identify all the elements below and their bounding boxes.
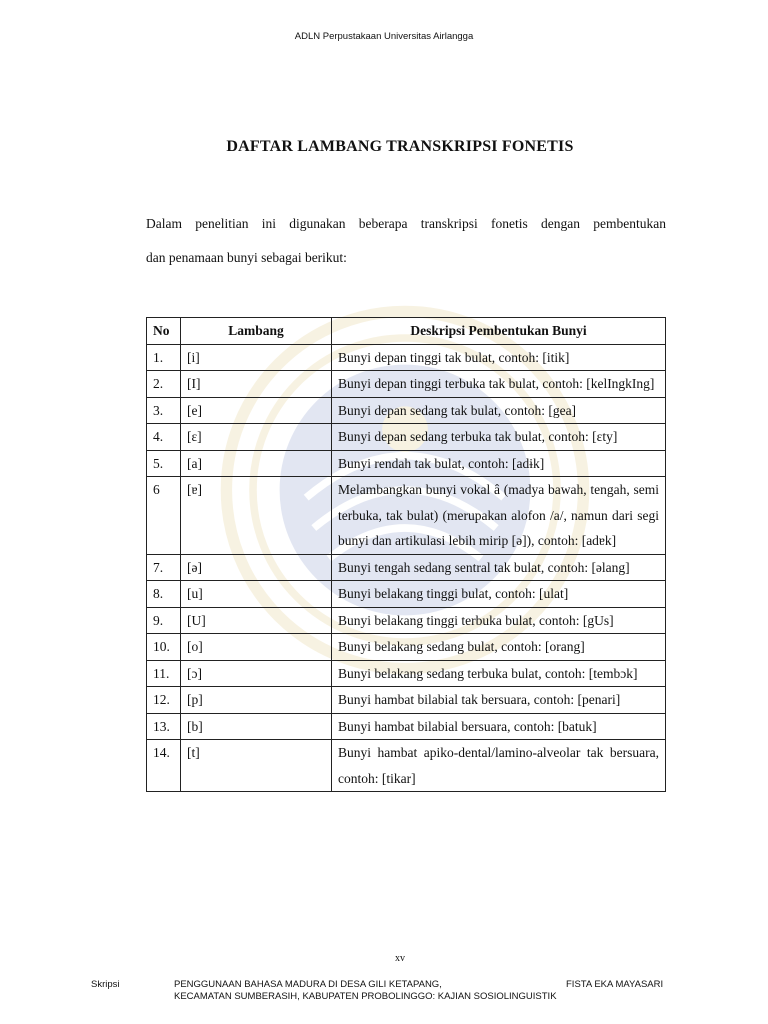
row-symbol: [i] [181,344,332,371]
footer-author: FISTA EKA MAYASARI [566,979,664,990]
row-number: 7. [147,554,181,581]
row-number: 6 [147,477,181,555]
footer-document-type: Skripsi [91,979,120,990]
page-title: DAFTAR LAMBANG TRANSKRIPSI FONETIS [226,138,574,155]
row-description: Bunyi depan tinggi tak bulat, contoh: [itik] [332,344,666,371]
row-number: 9. [147,607,181,634]
page-number: xv [395,953,405,964]
row-description: Bunyi hambat apiko-dental/lamino-alveolar tak bersuara, contoh: [tikar] [332,740,666,792]
row-number: 4. [147,424,181,451]
row-number: 14. [147,740,181,792]
row-description: Melambangkan bunyi vokal â (madya bawah, tengah, semi terbuka, tak bulat) (merupakan alofon /a/, namun dari segi bunyi dan artikulasi lebih mirip [ə]), contoh: [adɐk] [332,477,666,555]
row-symbol: [u] [181,581,332,608]
row-symbol: [ɐ] [181,477,332,555]
table-row [147,397,666,424]
row-symbol: [a] [181,450,332,477]
row-number: 13. [147,713,181,740]
row-description: Bunyi depan tinggi terbuka tak bulat, contoh: [kelIngkIng] [332,371,666,398]
row-number: 2. [147,371,181,398]
row-symbol: [ɔ] [181,660,332,687]
table-row [147,477,666,555]
row-description: Bunyi hambat bilabial bersuara, contoh: [batuk] [332,713,666,740]
row-description: Bunyi hambat bilabial tak bersuara, contoh: [penari] [332,687,666,714]
footer-title-line-1: PENGGUNAAN BAHASA MADURA DI DESA GILI KETAPANG, [174,979,442,990]
footer-title-line-2: KECAMATAN SUMBERASIH, KABUPATEN PROBOLINGGO: KAJIAN SOSIOLINGUISTIK [174,991,557,1002]
row-description: Bunyi belakang sedang terbuka bulat, contoh: [tembɔk] [332,660,666,687]
row-number: 8. [147,581,181,608]
row-description: Bunyi rendah tak bulat, contoh: [adɨk] [332,450,666,477]
row-symbol: [b] [181,713,332,740]
row-number: 3. [147,397,181,424]
table-row [147,424,666,451]
row-symbol: [e] [181,397,332,424]
header-symbol: Lambang [181,318,332,345]
header-no: No [147,318,181,345]
table-row [147,371,666,398]
row-number: 11. [147,660,181,687]
intro-line-1: Dalam penelitian ini digunakan beberapa transkripsi fonetis dengan pembentukan [146,216,666,231]
row-symbol: [U] [181,607,332,634]
row-number: 1. [147,344,181,371]
table-row [147,740,666,792]
row-description: Bunyi tengah sedang sentral tak bulat, contoh: [əlang] [332,554,666,581]
table-row [147,660,666,687]
intro-line-2: dan penamaan bunyi sebagai berikut: [146,250,347,265]
row-symbol: [t] [181,740,332,792]
table-row [147,687,666,714]
table-row [147,581,666,608]
table-header-row [147,318,666,345]
row-symbol: [I] [181,371,332,398]
row-description: Bunyi depan sedang terbuka tak bulat, contoh: [ɛty] [332,424,666,451]
table-row [147,450,666,477]
row-number: 12. [147,687,181,714]
row-symbol: [ə] [181,554,332,581]
row-number: 5. [147,450,181,477]
row-symbol: [ɛ] [181,424,332,451]
row-symbol: [p] [181,687,332,714]
table-row [147,344,666,371]
footer-thesis-title [174,979,557,1003]
row-description: Bunyi belakang tinggi terbuka bulat, contoh: [gUs] [332,607,666,634]
table-row [147,634,666,661]
header-description: Deskripsi Pembentukan Bunyi [332,318,666,345]
row-description: Bunyi depan sedang tak bulat, contoh: [gea] [332,397,666,424]
phonetic-symbol-table [146,317,666,792]
row-number: 10. [147,634,181,661]
row-description: Bunyi belakang sedang bulat, contoh: [orang] [332,634,666,661]
table-row [147,607,666,634]
table-row [147,554,666,581]
page-header: ADLN Perpustakaan Universitas Airlangga [294,31,474,42]
row-symbol: [o] [181,634,332,661]
row-description: Bunyi belakang tinggi bulat, contoh: [ulat] [332,581,666,608]
table-row [147,713,666,740]
